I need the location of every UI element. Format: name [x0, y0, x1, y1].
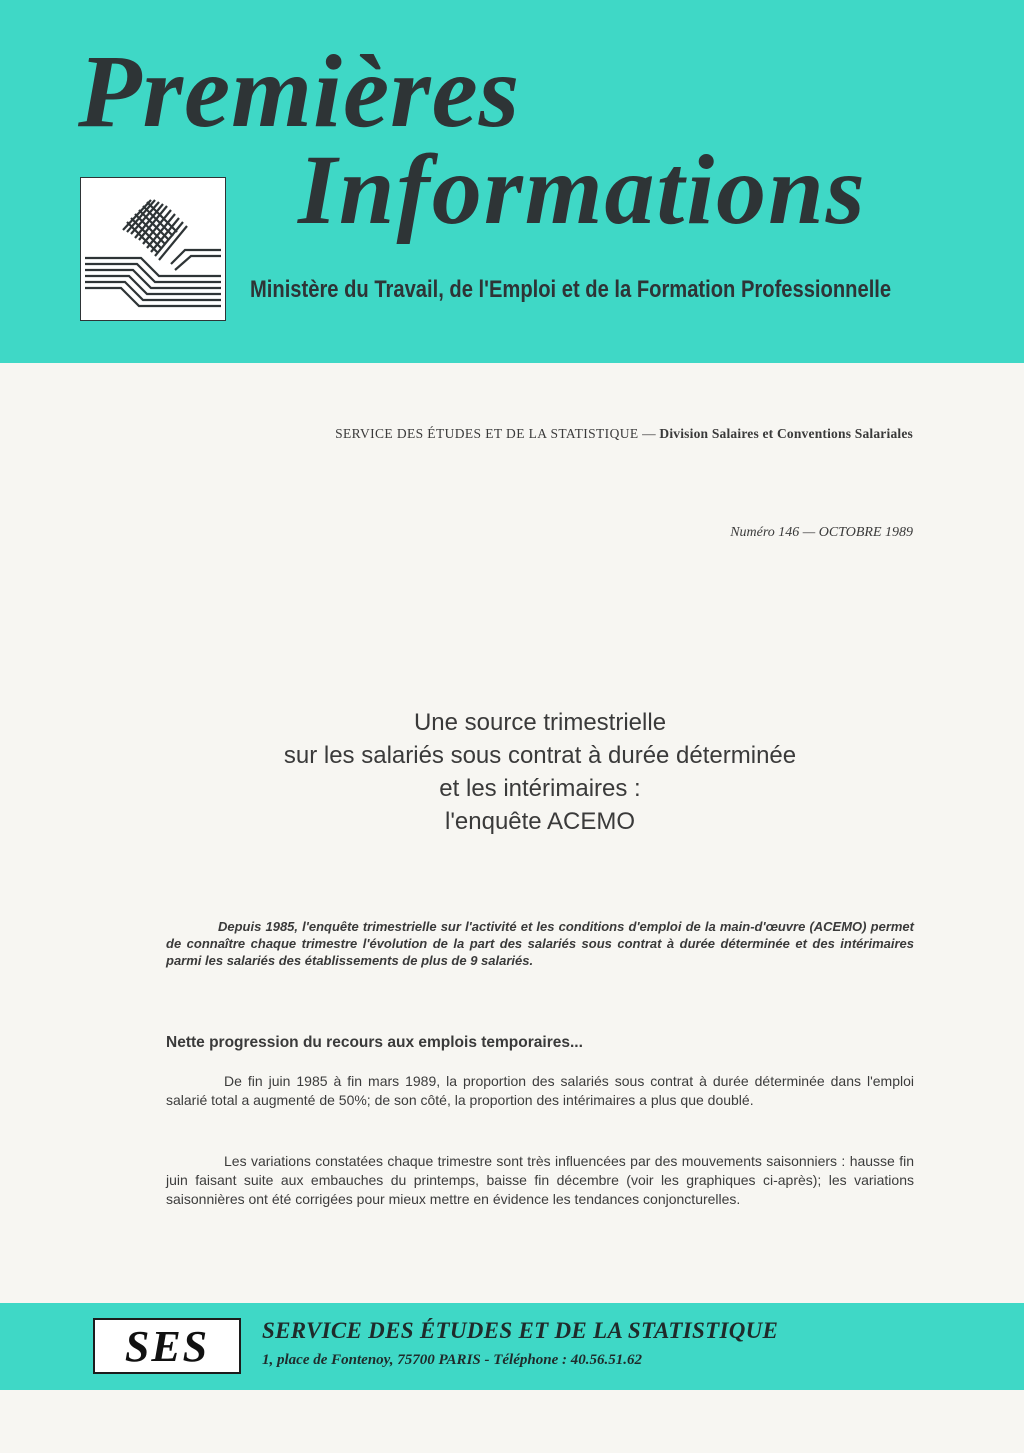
masthead-title-informations: Informations	[298, 134, 867, 245]
masthead-title-premieres: Premières	[78, 34, 521, 149]
title-line: l'enquête ACEMO	[444, 808, 636, 835]
ministry-name: Ministère du Travail, de l'Emploi et de la Formation Professionnelle	[250, 276, 892, 303]
service-name: SERVICE DES ÉTUDES ET DE LA STATISTIQUE	[335, 426, 639, 441]
body-paragraph: De fin juin 1985 à fin mars 1989, la proportion des salariés sous contrat à durée déterminée dans l'emploi salarié total a augmenté de 50%; de son côté, la proportion des intérimaires a plus que doublé.	[166, 1073, 914, 1108]
issue-number: Numéro 146 — OCTOBRE 1989	[730, 525, 913, 540]
service-separator: —	[638, 426, 660, 441]
ministry-logo	[80, 177, 226, 321]
service-line	[0, 426, 913, 442]
ministry-logo-icon	[81, 178, 225, 320]
division-name: Division Salaires et Conventions Salariales	[659, 426, 913, 441]
footer-address: 1, place de Fontenoy, 75700 PARIS - Téléphone : 40.56.51.62	[262, 1352, 642, 1368]
title-line: Une source trimestrielle	[413, 709, 667, 736]
title-line: et les intérimaires :	[439, 775, 641, 802]
title-line: sur les salariés sous contrat à durée déterminée	[283, 742, 797, 769]
document-title	[170, 706, 910, 838]
abstract: Depuis 1985, l'enquête trimestrielle sur l'activité et les conditions d'emploi de la main-d'œuvre (ACEMO) permet de connaître chaque trimestre l'évolution de la part des salariés sous contrat à durée déterminée et des intérimaires parmi les salariés des établissements de plus de 9 salariés.	[166, 919, 914, 968]
section-heading: Nette progression du recours aux emplois temporaires...	[166, 1034, 583, 1051]
footer-title: SERVICE DES ÉTUDES ET DE LA STATISTIQUE	[262, 1318, 779, 1343]
ses-logo: SES	[93, 1318, 241, 1374]
body-paragraph: Les variations constatées chaque trimestre sont très influencées par des mouvements saisonniers : hausse fin juin faisant suite aux embauches du printemps, baisse fin décembre (voir les graphiques ci-après); les variations saisonnières ont été corrigées pour mieux mettre en évidence les tendances conjoncturelles.	[166, 1153, 914, 1207]
